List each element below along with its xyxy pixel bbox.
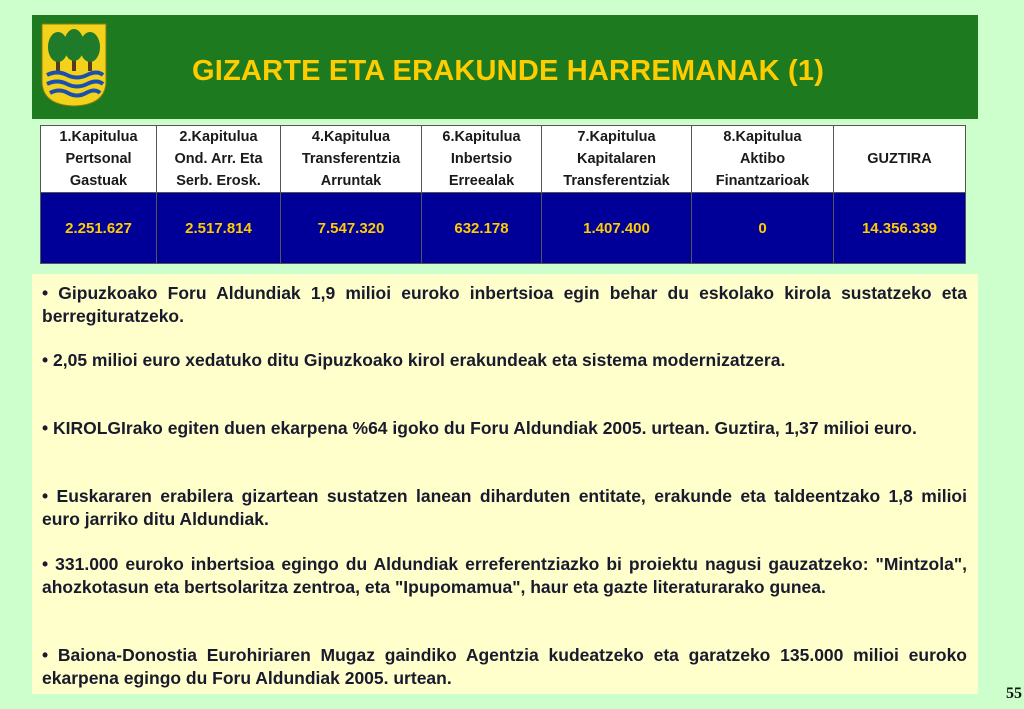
bullet-item: • Gipuzkoako Foru Aldundiak 1,9 milioi euroko inbertsioa egin behar du eskolako kirola sustatzeko eta berregituratzeko. (42, 283, 967, 326)
bullet-item: • Baiona-Donostia Eurohiriaren Mugaz gaindiko Agentzia kudeatzeko eta garatzeko 135.000 milioi euroko ekarpena egingo du Foru Aldundiak 2005. urtean. (42, 645, 967, 688)
total-value: 14.356.339 (834, 193, 966, 264)
chapter-6-value: 632.178 (422, 193, 542, 264)
slide-header (32, 15, 978, 119)
bullet-item: • 2,05 milioi euro xedatuko ditu Gipuzkoako kirol erakundeak eta sistema modernizatzera. (42, 350, 786, 370)
chapter-7-value: 1.407.400 (542, 193, 692, 264)
chapter-8-value: 0 (692, 193, 834, 264)
chapter-1-value: 2.251.627 (41, 193, 157, 264)
bullet-list (32, 274, 978, 694)
chapter-8-header: 8.Kapitulua Aktibo Finantzarioak (692, 126, 834, 193)
bullet-item: • KIROLGIrako egiten duen ekarpena %64 igoko du Foru Aldundiak 2005. urtean. Guztira, 1,37 milioi euro. (42, 418, 917, 438)
bullet-item: • 331.000 euroko inbertsioa egingo du Aldundiak erreferentziazko bi proiektu nagusi gauzatzeko: "Mintzola", ahozkotasun eta bertsolaritza zentroa, eta "Ipupomamua", haur eta gazte literaturarako gunea. (42, 554, 967, 597)
chapter-1-header: 1.Kapitulua Pertsonal Gastuak (41, 126, 157, 193)
budget-table (40, 125, 966, 264)
budget-values-row (41, 193, 966, 264)
chapter-4-value: 7.547.320 (281, 193, 422, 264)
budget-header-row (41, 126, 966, 193)
chapter-7-header: 7.Kapitulua Kapitalaren Transferentziak (542, 126, 692, 193)
chapter-2-value: 2.517.814 (157, 193, 281, 264)
chapter-4-header: 4.Kapitulua Transferentzia Arruntak (281, 126, 422, 193)
page-number: 55 (1006, 685, 1022, 702)
chapter-6-header: 6.Kapitulua Inbertsio Erreealak (422, 126, 542, 193)
slide-title: GIZARTE ETA ERAKUNDE HARREMANAK (1) (192, 55, 825, 87)
bullet-item: • Euskararen erabilera gizartean sustatzen lanean diharduten entitate, erakunde eta taldeentzako 1,8 milioi euro jarriko ditu Aldundiak. (42, 486, 967, 529)
chapter-2-header: 2.Kapitulua Ond. Arr. Eta Serb. Erosk. (157, 126, 281, 193)
total-header: GUZTIRA (834, 126, 966, 193)
gipuzkoa-coat-of-arms-icon (41, 23, 107, 107)
